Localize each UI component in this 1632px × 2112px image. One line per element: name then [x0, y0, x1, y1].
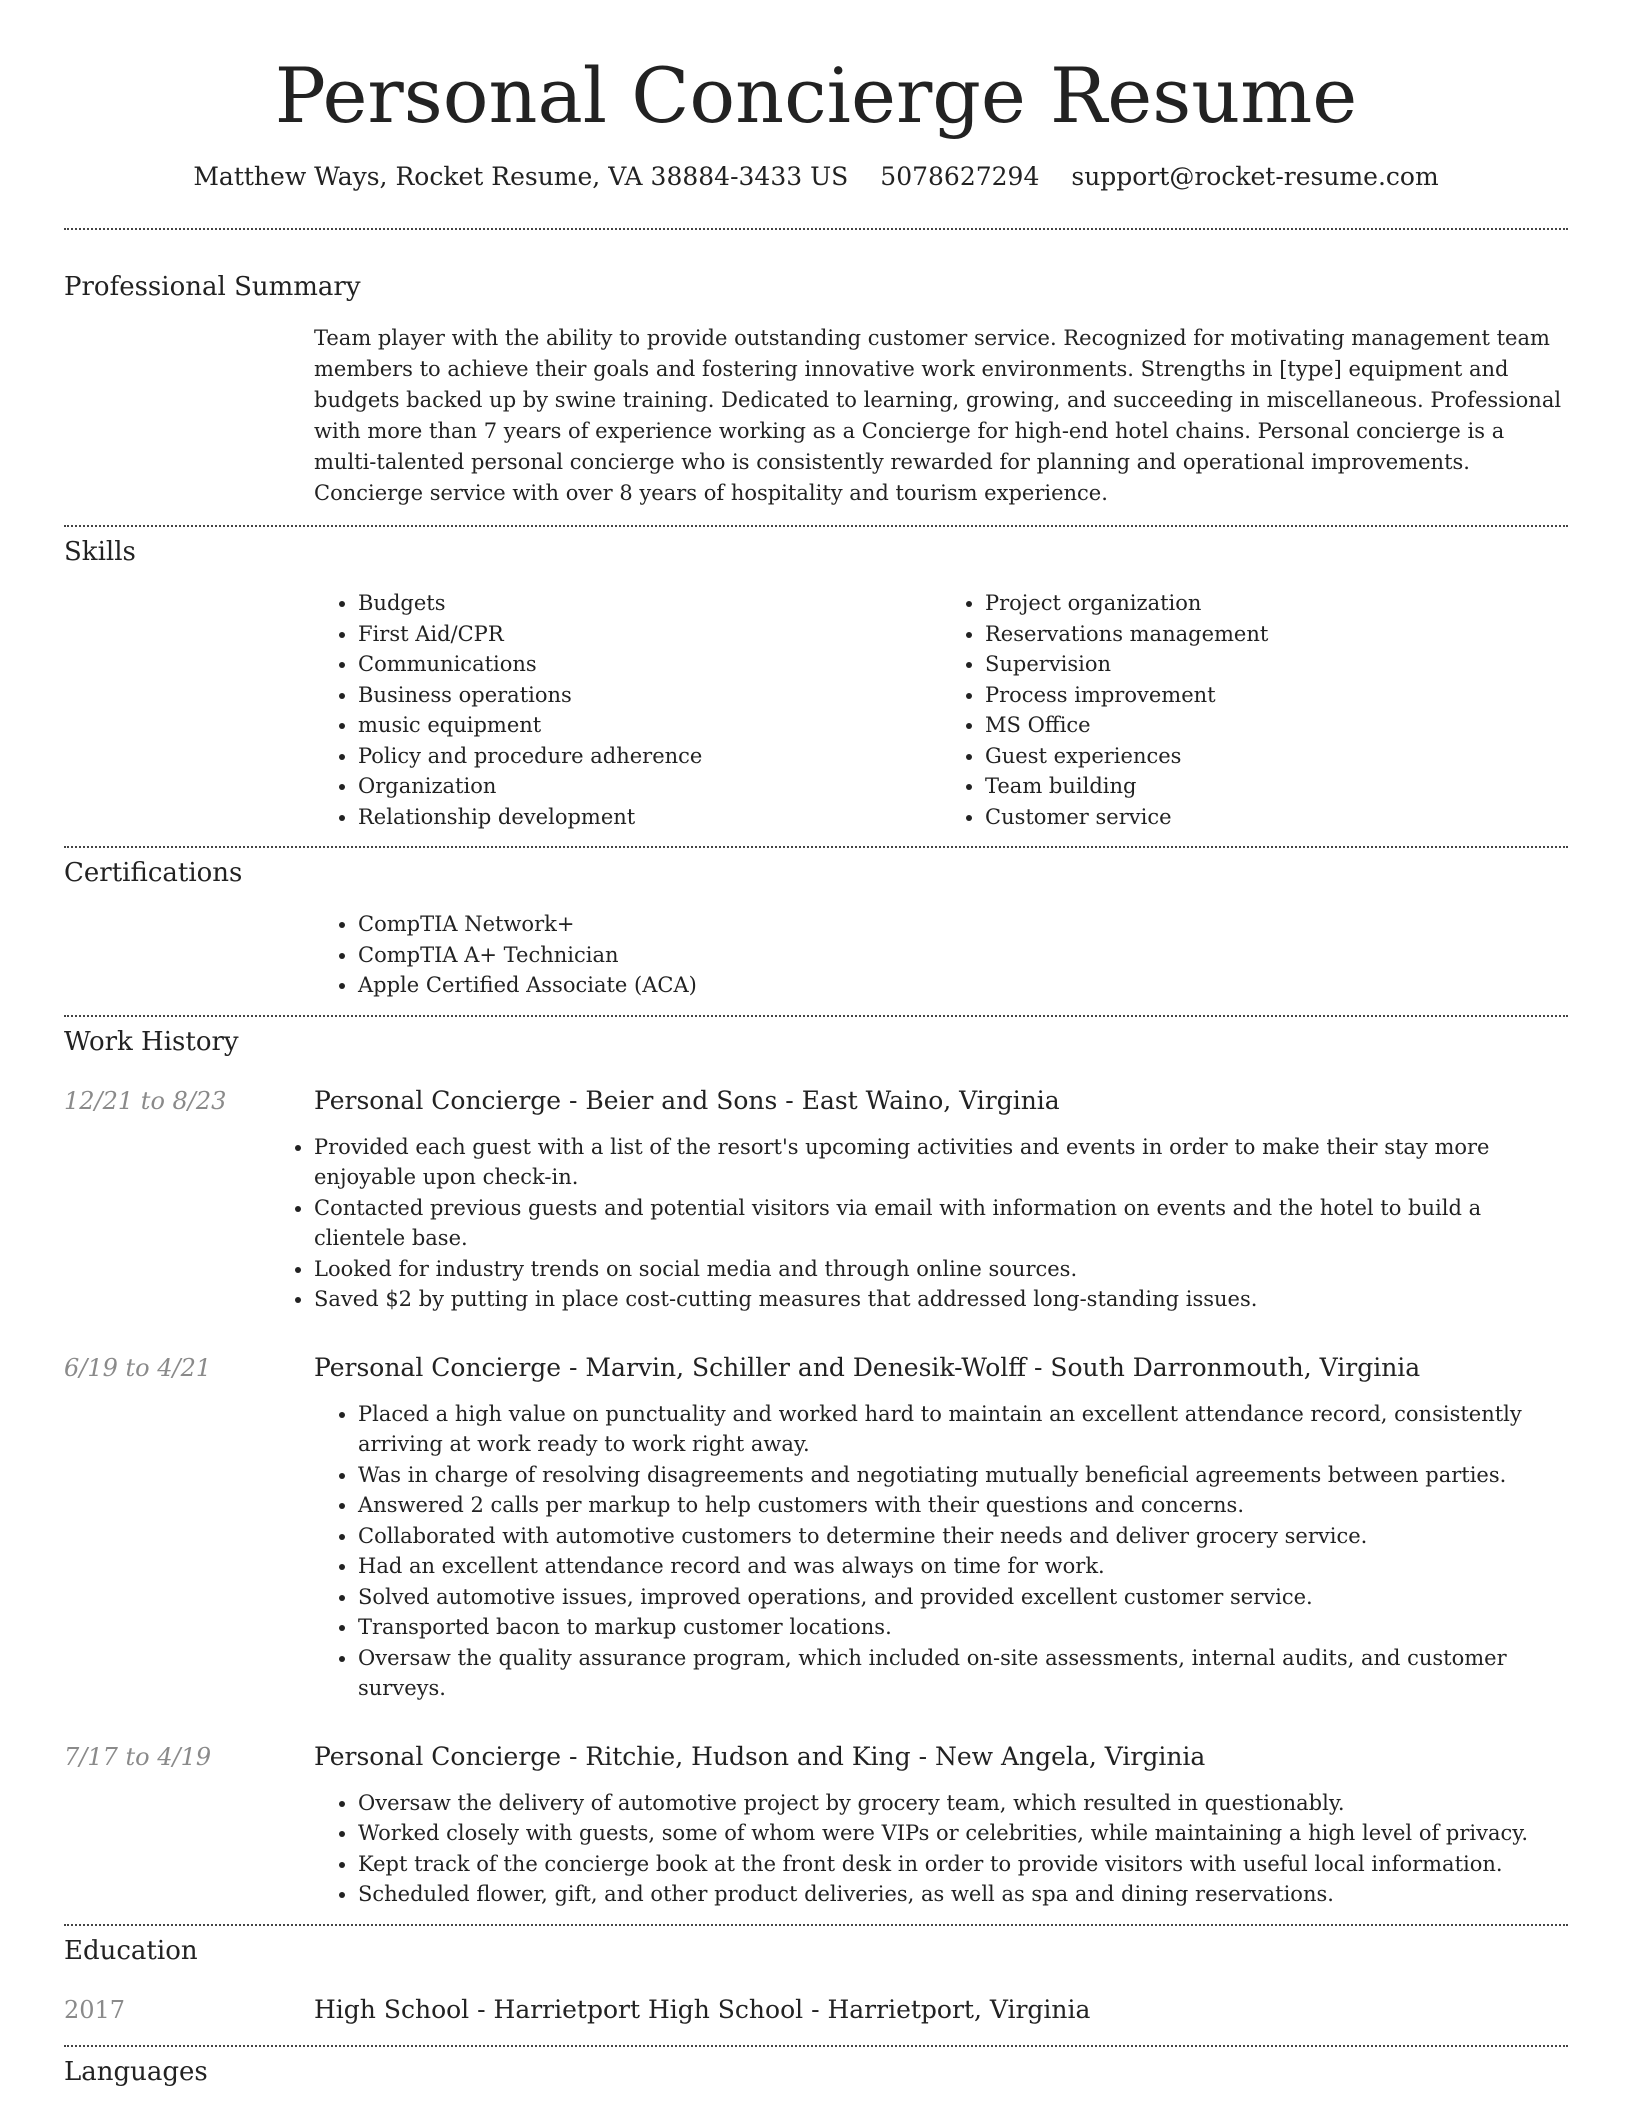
contact-line — [64, 161, 1568, 194]
certifications-section — [64, 858, 1568, 1001]
education-year: 2017 — [64, 1996, 126, 2025]
divider — [64, 228, 1568, 230]
skills-column-right — [941, 588, 1568, 832]
divider — [64, 525, 1568, 527]
skill-item: • Guest experiences — [985, 741, 1568, 772]
job-bullet: • Saved $2 by putting in place cost-cutting measures that addressed long-standing issues. — [314, 1284, 1568, 1315]
job-bullet: • Scheduled flower, gift, and other product deliveries, as well as spa and dining reservations. — [358, 1879, 1568, 1910]
job-bullet: • Solved automotive issues, improved operations, and provided excellent customer service. — [358, 1582, 1568, 1613]
education-heading: Education — [64, 1935, 198, 1966]
skill-item: • music equipment — [358, 710, 941, 741]
skill-item: • Process improvement — [985, 680, 1568, 711]
skill-item: • Team building — [985, 771, 1568, 802]
page-title: Personal Concierge Resume — [274, 51, 1358, 140]
job-bullet: • Collaborated with automotive customers to determine their needs and deliver grocery service. — [358, 1521, 1568, 1552]
certification-item: • CompTIA Network+ — [358, 909, 1568, 940]
contact-address: Matthew Ways, Rocket Resume, VA 38884-3433 US — [193, 162, 849, 192]
skill-item: • Customer service — [985, 802, 1568, 833]
certification-item: • Apple Certified Associate (ACA) — [358, 970, 1568, 1001]
skills-section — [64, 537, 1568, 832]
job-bullets — [314, 1399, 1568, 1704]
job-bullet: • Oversaw the quality assurance program, which included on-site assessments, internal audits, and customer surveys. — [358, 1643, 1568, 1704]
job-title: Personal Concierge - Marvin, Schiller and Denesik-Wolff - South Darronmouth, Virginia — [314, 1352, 1421, 1382]
divider — [64, 1924, 1568, 1926]
summary-text: Team player with the ability to provide outstanding customer service. Recognized for motivating management team members to achieve their goals and fostering innovative work environments. Strengths in [type] equipment and budgets backed up by swine training. Dedicated to learning, growing, and succeeding in miscellaneous. Professional with more than 7 years of experience working as a Concierge for high-end hotel chains. Personal concierge is a multi-talented personal concierge who is consistently rewarded for planning and operational improvements. Concierge service with over 8 years of hospitality and tourism experience. — [314, 325, 1562, 505]
job-entry — [64, 1740, 1568, 1910]
skills-heading: Skills — [64, 536, 136, 567]
job-entry — [64, 1084, 1568, 1315]
skill-item: • Reservations management — [985, 619, 1568, 650]
divider — [64, 2045, 1568, 2047]
job-bullet: • Had an excellent attendance record and was always on time for work. — [358, 1551, 1568, 1582]
job-title: Personal Concierge - Ritchie, Hudson and King - New Angela, Virginia — [314, 1741, 1206, 1771]
work-history-section — [64, 1027, 1568, 1910]
job-dates: 12/21 to 8/23 — [64, 1086, 227, 1115]
work-history-heading: Work History — [64, 1026, 239, 1057]
summary-section — [64, 272, 1568, 509]
languages-heading: Languages — [64, 2057, 208, 2088]
job-bullet: • Transported bacon to markup customer locations. — [358, 1612, 1568, 1643]
job-dates: 6/19 to 4/21 — [64, 1353, 212, 1382]
skill-item: • Organization — [358, 771, 941, 802]
divider — [64, 1015, 1568, 1017]
certifications-list — [314, 909, 1568, 1001]
skills-column-left — [314, 588, 941, 832]
job-bullet: • Contacted previous guests and potential visitors via email with information on events and the hotel to build a clientele base. — [314, 1193, 1568, 1254]
job-bullet: • Looked for industry trends on social media and through online sources. — [314, 1254, 1568, 1285]
job-title: Personal Concierge - Beier and Sons - East Waino, Virginia — [314, 1085, 1060, 1115]
job-dates: 7/17 to 4/19 — [64, 1742, 212, 1771]
skill-item: • Business operations — [358, 680, 941, 711]
skill-item: • MS Office — [985, 710, 1568, 741]
languages-section — [64, 2057, 1568, 2088]
job-bullet: • Provided each guest with a list of the resort's upcoming activities and events in order to make their stay more enjoyable upon check-in. — [314, 1132, 1568, 1193]
skill-item: • First Aid/CPR — [358, 619, 941, 650]
job-bullet: • Worked closely with guests, some of whom were VIPs or celebrities, while maintaining a high level of privacy. — [358, 1818, 1568, 1849]
job-bullet: • Kept track of the concierge book at the front desk in order to provide visitors with useful local information. — [358, 1849, 1568, 1880]
education-section — [64, 1936, 1568, 2027]
skill-item: • Project organization — [985, 588, 1568, 619]
summary-heading: Professional Summary — [64, 271, 361, 302]
education-entry — [64, 1993, 1568, 2027]
job-bullet: • Was in charge of resolving disagreements and negotiating mutually beneficial agreements between parties. — [358, 1460, 1568, 1491]
skill-item: • Policy and procedure adherence — [358, 741, 941, 772]
skill-item: • Supervision — [985, 649, 1568, 680]
divider — [64, 846, 1568, 848]
contact-phone: 5078627294 — [880, 162, 1040, 192]
certification-item: • CompTIA A+ Technician — [358, 940, 1568, 971]
certifications-heading: Certifications — [64, 858, 243, 889]
job-bullets — [270, 1132, 1568, 1315]
skill-item: • Communications — [358, 649, 941, 680]
job-bullet: • Answered 2 calls per markup to help customers with their questions and concerns. — [358, 1490, 1568, 1521]
job-bullet: • Placed a high value on punctuality and worked hard to maintain an excellent attendance record, consistently arriving at work ready to work right away. — [358, 1399, 1568, 1460]
skill-item: • Budgets — [358, 588, 941, 619]
education-title: High School - Harrietport High School - Harrietport, Virginia — [314, 1995, 1091, 2025]
job-bullet: • Oversaw the delivery of automotive project by grocery team, which resulted in questionably. — [358, 1788, 1568, 1819]
skill-item: • Relationship development — [358, 802, 941, 833]
job-bullets — [314, 1788, 1568, 1910]
contact-email: support@rocket-resume.com — [1071, 162, 1439, 192]
skills-list — [314, 588, 1568, 832]
job-entry — [64, 1351, 1568, 1704]
